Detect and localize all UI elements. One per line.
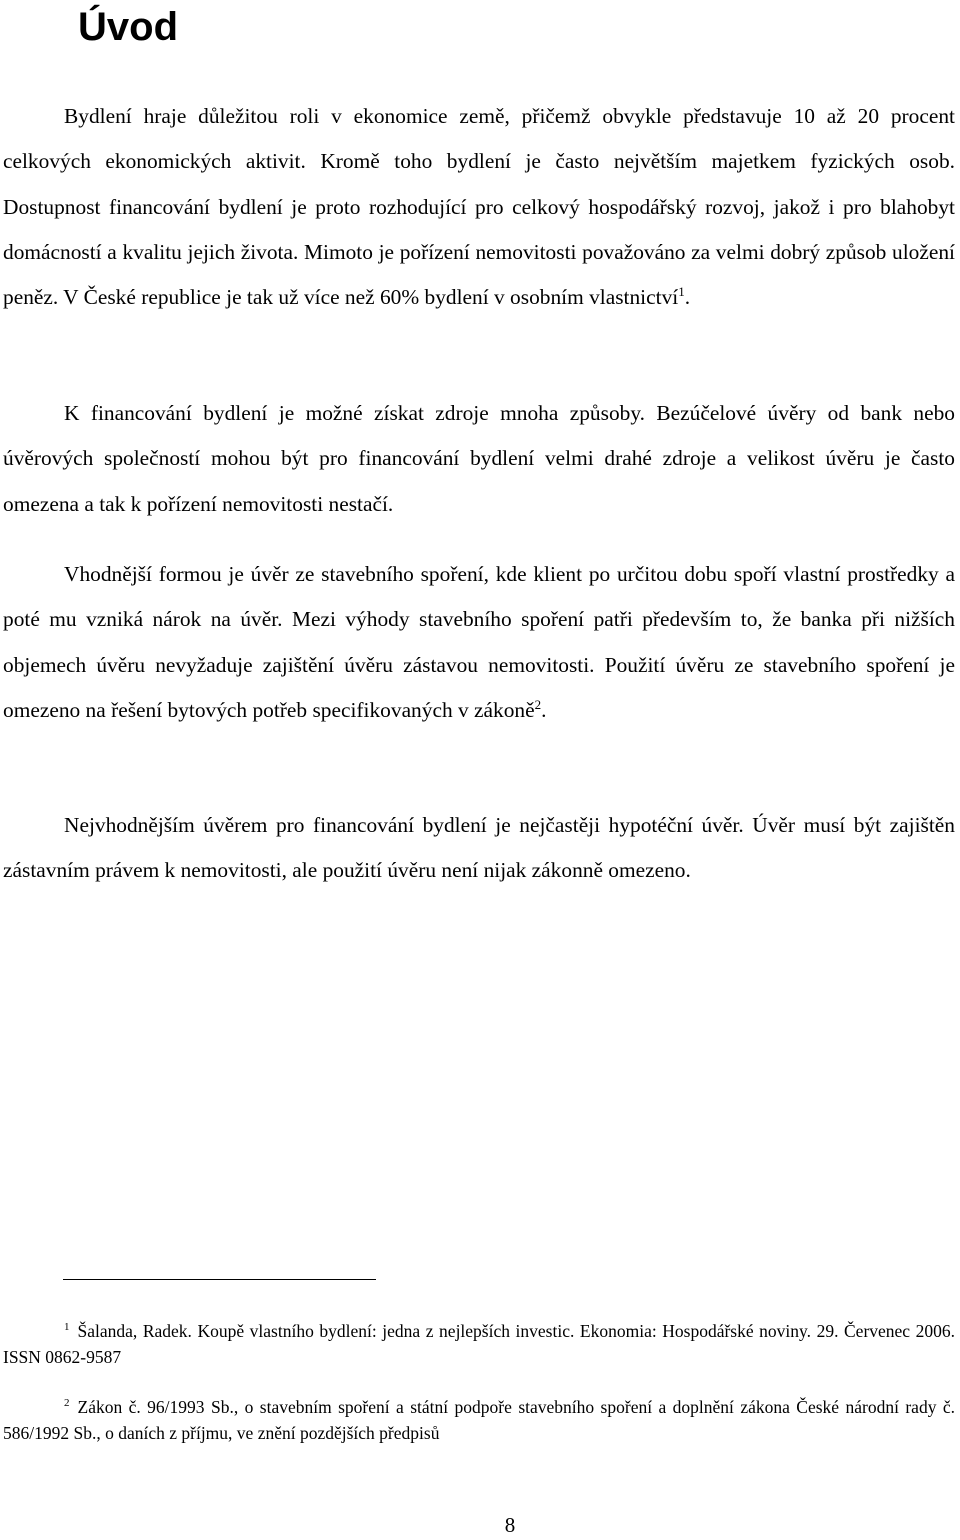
paragraph-1-end: . <box>684 285 691 310</box>
paragraph-1 <box>3 94 955 320</box>
footnote-1-text: Šalanda, Radek. Koupě vlastního bydlení: jedna z nejlepších investic. Ekonomia: Hospodářské noviny. 29. Červenec 2006. ISSN 0862-9587 <box>3 1321 955 1367</box>
paragraph-3 <box>3 552 955 733</box>
footnote-2 <box>3 1394 955 1446</box>
paragraph-1-text: Bydlení hraje důležitou roli v ekonomice země, přičemž obvykle představuje 10 až 20 procent celkových ekonomických aktivit. Kromě toho bydlení je často největším majetkem fyzických osob. Dostupnost financování bydlení je proto rozhodující pro celkový hospodářský rozvoj, jakož i pro blahobyt domácností a kvalitu jejich života. Mimoto je pořízení nemovitosti považováno za velmi dobrý způsob uložení peněz. V České republice je tak už více než 60% bydlení v osobním vlastnictví <box>3 104 955 310</box>
footnote-separator <box>63 1279 376 1280</box>
footnote-ref-1[interactable]: 1 <box>678 284 685 300</box>
paragraph-3-text: Vhodnější formou je úvěr ze stavebního spoření, kde klient po určitou dobu spoří vlastní prostředky a poté mu vzniká nárok na úvěr. Mezi výhody stavebního spoření patři především to, že banka při nižších objemech úvěru nevyžaduje zajištění úvěru zástavou nemovitosti. Použití úvěru ze stavebního spoření je omezeno na řešení bytových potřeb specifikovaných v zákoně <box>3 562 955 722</box>
page-number: 8 <box>504 1513 516 1537</box>
footnote-ref-2[interactable]: 2 <box>534 696 542 712</box>
paragraph-2: K financování bydlení je možné získat zdroje mnoha způsoby. Bezúčelové úvěry od bank nebo úvěrových společností mohou být pro financování bydlení velmi drahé zdroje a velikost úvěru je často omezena a tak k pořízení nemovitosti nestačí. <box>3 401 955 516</box>
footnote-2-number: 2 <box>64 1397 70 1410</box>
footnote-1-number: 1 <box>64 1321 70 1334</box>
paragraph-3-end: . <box>541 697 547 722</box>
footnote-1 <box>3 1318 955 1370</box>
page-heading: Úvod <box>78 5 178 49</box>
footnote-2-text: Zákon č. 96/1993 Sb., o stavebním spoření a státní podpoře stavebního spoření a doplnění zákona České národní rady č. 586/1992 Sb., o daních z příjmu, ve znění pozdějších předpisů <box>3 1397 955 1443</box>
paragraph-4: Nejvhodnějším úvěrem pro financování bydlení je nejčastěji hypotéční úvěr. Úvěr musí být zajištěn zástavním právem k nemovitosti, ale použití úvěru není nijak zákonně omezeno. <box>3 813 955 883</box>
